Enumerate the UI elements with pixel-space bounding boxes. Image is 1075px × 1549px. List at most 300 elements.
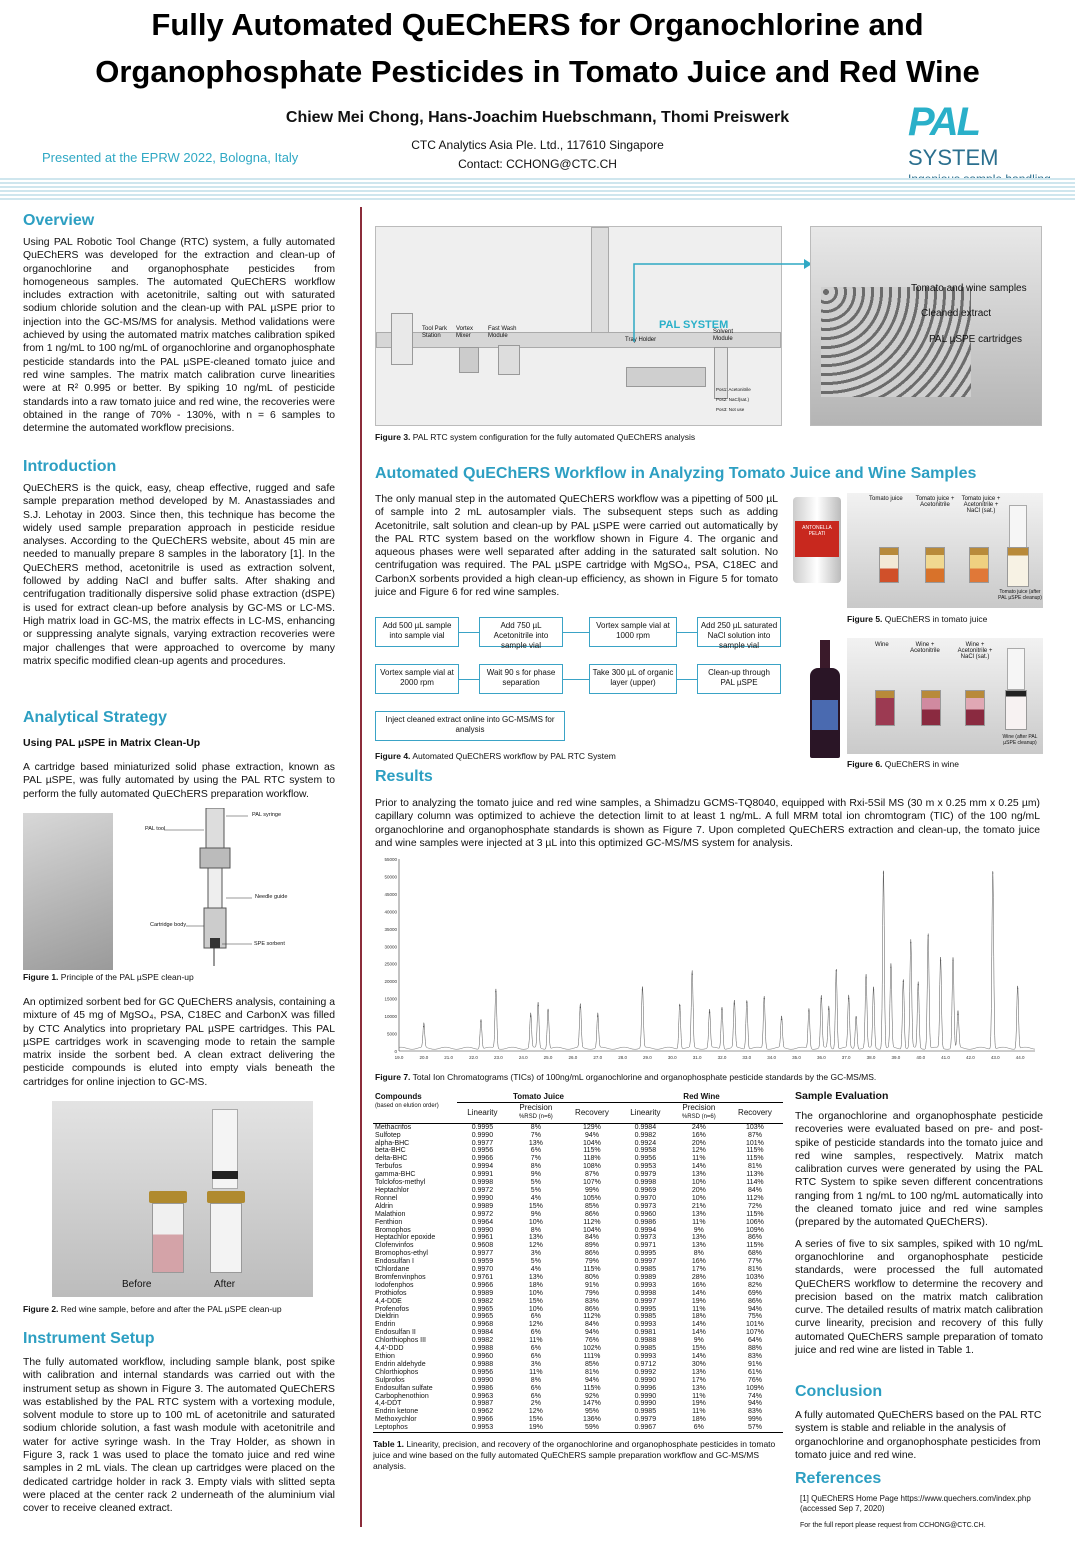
compound-name: Endrin aldehyde [375, 1360, 426, 1368]
y-tick-label: 45000 [384, 891, 397, 897]
table-cell: 2% [530, 1400, 541, 1408]
affiliation: CTC Analytics Asia Ple. Ltd., 117610 Singapore [411, 138, 664, 152]
fig6-label-3: Wine + Acetonitrile + NaCl (sat.) [957, 642, 993, 660]
table-cell: 0.9993 [634, 1281, 657, 1289]
table-cell: 79% [584, 1289, 599, 1297]
table-cell: 84% [747, 1186, 762, 1194]
fig4-caption: Figure 4. Automated QuEChERS workflow by PAL RTC System [375, 751, 616, 761]
fig1-label-syringe: PAL syringe [252, 812, 282, 818]
compound-name: Chlorthiophos III [375, 1337, 426, 1345]
table-header-lin-1: Linearity [467, 1107, 498, 1117]
table-cell: 13% [528, 1273, 543, 1281]
fig5-photo [847, 493, 1043, 608]
step-8: Clean-up through PAL µSPE [697, 664, 781, 694]
table-cell: 6% [530, 1329, 541, 1337]
table-cell: 0.9990 [634, 1400, 657, 1408]
table-cell: 15% [528, 1416, 543, 1424]
table-row [373, 1298, 783, 1306]
table-cell: 74% [747, 1392, 762, 1400]
table-cell: 8% [530, 1123, 541, 1131]
table-cell: 0.9962 [471, 1408, 494, 1416]
peak-marker [480, 1021, 481, 1022]
table-cell: 8% [693, 1250, 704, 1258]
table-cell: 115% [746, 1210, 764, 1218]
references-footer: For the full report please request from CCHONG@CTC.CH. [800, 1522, 986, 1529]
table-cell: 0.9991 [471, 1171, 494, 1179]
table-cell: 115% [583, 1147, 601, 1155]
table-cell: 7% [530, 1155, 541, 1163]
table-cell: 101% [746, 1139, 764, 1147]
table-cell: 0.9959 [471, 1258, 494, 1266]
fig6-vial-2 [921, 690, 941, 726]
fig3-vortex [459, 347, 479, 373]
bottle-neck [820, 640, 830, 670]
table-cell: 82% [747, 1281, 762, 1289]
table-row [373, 1337, 783, 1345]
fig1-label-tool: PAL tool [145, 826, 166, 832]
fig3-connector [612, 258, 812, 348]
peak-marker [1017, 988, 1018, 989]
table-cell: 72% [747, 1202, 762, 1210]
fig5-label-3: Tomato juice + Acetonitrile + NaCl (sat.) [961, 496, 1001, 514]
fig7-caption: Figure 7. Total Ion Chromatograms (TICs) of 100ng/mL organochlorine and organophosphate pesticide standards by the GC-MS/MS. [375, 1072, 877, 1082]
compound-name: Profenofos [375, 1305, 409, 1313]
compound-name: Bromfenvinphos [375, 1273, 426, 1281]
table-cell: 0.9956 [471, 1147, 494, 1155]
table-cell: 8% [530, 1163, 541, 1171]
table-cell: 0.9988 [634, 1337, 657, 1345]
table-cell: 0.9712 [634, 1360, 657, 1368]
x-tick-label: 27.0 [593, 1055, 603, 1060]
table-row [373, 1155, 783, 1163]
table-cell: 84% [584, 1234, 599, 1242]
table-cell: 77% [747, 1258, 762, 1266]
table-cell: 30% [691, 1360, 706, 1368]
table-row [373, 1353, 783, 1361]
table-cell: 107% [746, 1329, 764, 1337]
fig1-label-cartridge: Cartridge body [150, 922, 187, 928]
table-cell: 0.9964 [471, 1218, 494, 1226]
presented-note: Presented at the EPRW 2022, Bologna, Italy [42, 150, 299, 165]
fig3-label-samples: Tomato and wine samples [911, 283, 1027, 294]
table-header-wine: Red Wine [620, 1092, 783, 1102]
table-cell: 83% [747, 1353, 762, 1360]
bottle-label [812, 700, 838, 730]
table-row [373, 1408, 783, 1416]
table-cell: 92% [584, 1392, 599, 1400]
peak-marker [495, 991, 496, 992]
table-cell: 94% [747, 1305, 762, 1313]
table-cell: 81% [747, 1266, 762, 1274]
table-cell: 0.9924 [634, 1139, 657, 1147]
peak-marker [764, 998, 765, 999]
table-cell: 0.9982 [471, 1337, 494, 1345]
y-tick-label: 10000 [384, 1014, 397, 1020]
table-cell: 19% [528, 1424, 543, 1432]
table-cell: 11% [692, 1305, 706, 1313]
table-cell: 9% [530, 1171, 541, 1179]
table-cell: 89% [584, 1242, 599, 1250]
fig2-label-before: Before [122, 1279, 152, 1290]
compound-name: Methoxychlor [375, 1416, 417, 1424]
x-tick-label: 32.0 [717, 1055, 727, 1060]
fig5-caption: Figure 5. QuEChERS in tomato juice [847, 614, 988, 624]
table-cell: 0.9990 [471, 1194, 494, 1202]
arrow-3 [677, 632, 697, 633]
evaluation-heading: Sample Evaluation [795, 1090, 889, 1102]
table-cell: 118% [583, 1155, 601, 1163]
table-cell: 0.9998 [634, 1179, 657, 1187]
table-cell: 57% [747, 1424, 762, 1432]
table-row [373, 1274, 783, 1282]
table-row [373, 1345, 783, 1353]
table-cell: 106% [746, 1218, 764, 1226]
compound-name: Heptachlor epoxide [375, 1234, 436, 1242]
table-row [373, 1219, 783, 1227]
references-heading: References [795, 1470, 882, 1487]
table-cell: 9% [530, 1210, 541, 1218]
table-cell: 69% [747, 1289, 762, 1297]
table-row [373, 1377, 783, 1385]
table-cell: 8% [530, 1226, 541, 1234]
table-cell: 0.9985 [634, 1345, 657, 1353]
table-row [373, 1163, 783, 1171]
fig2-vial-after [210, 1203, 242, 1273]
table-cell: 0.9984 [634, 1123, 657, 1131]
table-cell: 11% [692, 1408, 706, 1416]
peak-marker [883, 872, 884, 873]
x-tick-label: 21.0 [444, 1055, 454, 1060]
fig6-label-1: Wine [875, 642, 889, 648]
table-row [373, 1132, 783, 1140]
fig6-vial-3 [965, 690, 985, 726]
table-cell: 8% [530, 1376, 541, 1384]
table-cell: 0.9993 [634, 1353, 657, 1360]
peak-marker [642, 989, 643, 990]
compound-name: Clofenvinfos [375, 1242, 414, 1250]
compound-name: Aldrin [375, 1202, 393, 1210]
table-cell: 3% [530, 1250, 541, 1258]
x-tick-label: 44.0 [1015, 1055, 1025, 1060]
table-cell: 0.9958 [634, 1147, 657, 1155]
table-row [373, 1290, 783, 1298]
reference-1: [1] QuEChERS Home Page https://www.quechers.com/index.php (accessed Sep 7, 2020) [800, 1494, 1031, 1513]
evaluation-section [795, 1090, 1043, 1357]
fig1-label-needle: Needle guide [255, 894, 288, 900]
table-header-prec-1: Precision %RSD (n=6) [518, 1102, 553, 1120]
table-cell: 0.9970 [471, 1266, 494, 1274]
fig5-vial-3 [969, 547, 989, 583]
table-cell: 113% [746, 1171, 764, 1179]
table-cell: 85% [584, 1202, 599, 1210]
table-row [373, 1393, 783, 1401]
table-cell: 0.9985 [634, 1408, 657, 1416]
tomato-can-photo [793, 497, 841, 583]
x-tick-label: 29.0 [643, 1055, 652, 1060]
arrow-2 [563, 632, 589, 633]
table-cell: 0.9997 [634, 1258, 657, 1266]
compound-name: Leptophos [375, 1424, 408, 1432]
table-cell: 12% [528, 1242, 543, 1250]
y-tick-label: 25000 [384, 961, 397, 967]
results-heading: Results [375, 768, 433, 785]
peak-marker [856, 1017, 857, 1018]
table-cell: 94% [584, 1376, 599, 1384]
table-row [373, 1369, 783, 1377]
table-row [373, 1211, 783, 1219]
table-cell: 0.9987 [471, 1400, 494, 1408]
table-row [373, 1282, 783, 1290]
compound-name: Ethion [375, 1353, 395, 1360]
table-cell: 5% [530, 1186, 541, 1194]
peak-marker [530, 1015, 531, 1016]
y-tick-label: 15000 [384, 996, 397, 1002]
table-cell: 18% [691, 1416, 706, 1424]
table-cell: 68% [747, 1250, 762, 1258]
table-cell: 0.9994 [471, 1163, 494, 1171]
table-row [373, 1140, 783, 1148]
fig2-caption: Figure 2. Red wine sample, before and after the PAL µSPE clean-up [23, 1304, 282, 1314]
table-cell: 0.9960 [471, 1353, 494, 1360]
compound-name: Endrin ketone [375, 1408, 419, 1416]
table-cell: 11% [529, 1337, 543, 1345]
table-cell: 0.9961 [471, 1234, 494, 1242]
table-header-rec-2: Recovery [738, 1107, 772, 1117]
table-cell: 15% [528, 1297, 543, 1305]
table-cell: 86% [584, 1305, 599, 1313]
step-5: Vortex sample vial at 2000 rpm [375, 664, 459, 694]
table-cell: 11% [692, 1218, 706, 1226]
compound-name: Sulfotep [375, 1131, 401, 1139]
table-cell: 103% [746, 1123, 764, 1131]
table-cell: 20% [691, 1186, 706, 1194]
table-cell: 0.9988 [471, 1360, 494, 1368]
table-cell: 109% [746, 1226, 764, 1234]
table-row [373, 1306, 783, 1314]
table-cell: 108% [583, 1163, 601, 1171]
table-cell: 16% [691, 1131, 706, 1139]
table-cell: 104% [583, 1226, 601, 1234]
table-cell: 19% [691, 1400, 706, 1408]
fig7-chromatogram [375, 855, 1040, 1067]
x-tick-label: 39.0 [891, 1055, 901, 1060]
fig6-photo [847, 638, 1043, 754]
table-row [373, 1234, 783, 1242]
compound-name: Ronnel [375, 1194, 398, 1202]
table-cell: 14% [691, 1353, 706, 1360]
fig3-label-solvent: Solvent Module [713, 329, 734, 342]
table-cell: 0.9984 [471, 1329, 494, 1337]
table-cell: 83% [584, 1297, 599, 1305]
compound-name: Methacrifos [375, 1123, 412, 1131]
table-cell: 79% [584, 1258, 599, 1266]
peak-marker [836, 970, 837, 971]
table-cell: 0.9986 [471, 1384, 494, 1392]
table-cell: 13% [691, 1384, 706, 1392]
fig2-vial-before [152, 1203, 184, 1273]
table-cell: 5% [530, 1258, 541, 1266]
fig5-vial-1 [879, 547, 899, 583]
table-cell: 0.9989 [471, 1202, 494, 1210]
table-cell: 0.9981 [634, 1329, 657, 1337]
table-cell: 0.9977 [471, 1139, 494, 1147]
results-text: Prior to analyzing the tomato juice and red wine samples, a Shimadzu GCMS-TQ8040, equipped with Rxi-5Sil MS (30 m x 0.25 mm x 0.25 µm) capillary column was optimized to achieve the detection limit to at least 1 ng/mL. A full MRM total ion chromtogram (TIC) of the 100 ng/mL organochlorine and organophosphate standards is shown as Figure 7. Upon completed QuEChERS extraction and clean-up, the tomato juice and wine samples were injected at 3 µL into this optimized GC-MS/MS system for analysis. [375, 798, 1040, 849]
x-tick-label: 37.0 [841, 1055, 851, 1060]
fig3-label-cartridges: PAL µSPE cartridges [929, 334, 1023, 345]
fig6-vial-1 [875, 690, 895, 726]
logo-system: SYSTEM [908, 145, 999, 170]
peak-marker [423, 1026, 424, 1027]
table-cell: 91% [747, 1360, 762, 1368]
table-row [373, 1361, 783, 1369]
table-cell: 0.9990 [634, 1376, 657, 1384]
table-cell: 0.9992 [634, 1368, 657, 1376]
compound-name: 4,4-DDT [375, 1400, 402, 1408]
fig3-label-tray: Tray Holder [625, 337, 657, 343]
peak-marker [910, 942, 911, 943]
x-tick-label: 30.0 [667, 1055, 677, 1060]
fig5-label-4: Tomato juice (after PAL µSPE cleanup) [998, 589, 1042, 601]
table-cell: 0.9960 [634, 1210, 657, 1218]
analytical-text-1: A cartridge based miniaturized solid phase extraction, known as PAL µSPE, was fully automated by using the PAL RTC system to perform the fully automated QuEChERS preparation workflow. [23, 762, 335, 800]
y-tick-label: 35000 [384, 926, 397, 932]
y-tick-label: 20000 [384, 979, 397, 985]
pal-system-logo [908, 100, 1058, 170]
table-cell: 0.9953 [471, 1424, 494, 1432]
table-cell: 24% [691, 1123, 706, 1131]
peak-marker [734, 1003, 735, 1004]
analytical-subheading: Using PAL µSPE in Matrix Clean-Up [23, 737, 201, 749]
table-cell: 0.9985 [634, 1313, 657, 1321]
x-tick-label: 23.0 [493, 1055, 503, 1060]
analytical-section [23, 709, 335, 801]
compound-name: Prothiofos [375, 1289, 407, 1297]
fig5-label-1: Tomato juice [869, 496, 903, 502]
table-cell: 0.9966 [471, 1416, 494, 1424]
workflow-heading: Automated QuEChERS Workflow in Analyzing Tomato Juice and Wine Samples [375, 465, 977, 482]
table-cell: 14% [691, 1329, 706, 1337]
fig3-label-cleaned: Cleaned extract [921, 308, 992, 319]
fig6-label-2: Wine + Acetonitrile [910, 642, 940, 654]
table-cell: 86% [747, 1297, 762, 1305]
evaluation-text-1: The organochlorine and organophosphate pesticide recoveries were evaluated based on pre- and post-spike of pesticide standards into the tomato juice and red wine samples, respectively. Matrix match calibration curves were generated by using the PAL RTC System to spike seven different concentrations ranging from 1 ng/mL to 100 ng/mL automatically into the cleaned tomato juice and red wine samples (prepared by the automated QuEChERS). [795, 1111, 1043, 1229]
table-row [373, 1203, 783, 1211]
table-cell: 81% [747, 1163, 762, 1171]
peak-marker [928, 935, 929, 936]
table-cell: 0.9956 [471, 1368, 494, 1376]
peak-marker [992, 872, 993, 873]
fig5-cartridge [1009, 505, 1027, 553]
x-tick-label: 36.0 [816, 1055, 826, 1060]
table-cell: 14% [691, 1289, 706, 1297]
y-tick-label: 30000 [384, 944, 397, 950]
table-cell: 115% [746, 1155, 764, 1163]
fig2-photo [52, 1101, 313, 1297]
table-header-compounds-sub: (based on elution order) [375, 1102, 439, 1109]
table-cell: 0.9972 [471, 1210, 494, 1218]
y-tick-label: 55000 [384, 857, 397, 862]
table-cell: 10% [691, 1194, 706, 1202]
table-cell: 112% [583, 1313, 601, 1321]
step-3: Vortex sample vial at 1000 rpm [589, 617, 677, 647]
analytical-heading: Analytical Strategy [23, 709, 168, 726]
title-line-2: Organophosphate Pesticides in Tomato Juice and Red Wine [95, 54, 980, 89]
table-cell: 83% [747, 1408, 762, 1416]
table-row [373, 1179, 783, 1187]
table-cell: 99% [747, 1416, 762, 1424]
table-cell: 0.9965 [471, 1313, 494, 1321]
table-cell: 0.9985 [634, 1266, 657, 1274]
x-tick-label: 42.0 [966, 1055, 975, 1060]
step-1: Add 500 µL sample into sample vial [375, 617, 459, 647]
arrow-1 [459, 632, 479, 633]
y-tick-label: 0 [394, 1049, 397, 1054]
compound-name: Malathion [375, 1210, 406, 1218]
table-cell: 115% [746, 1242, 764, 1250]
x-tick-label: 28.0 [618, 1055, 627, 1060]
peak-marker [547, 1010, 548, 1011]
table-cell: 0.9969 [634, 1186, 657, 1194]
compound-name: Endosulfan II [375, 1329, 416, 1337]
x-tick-label: 33.0 [742, 1055, 752, 1060]
table-cell: 6% [530, 1353, 541, 1360]
x-tick-label: 19.0 [394, 1055, 404, 1060]
table-cell: 3% [530, 1360, 541, 1368]
table-cell: 0.9973 [634, 1234, 657, 1242]
table-cell: 0.9966 [471, 1281, 494, 1289]
table-cell: 76% [584, 1337, 599, 1345]
table-cell: 0.9956 [634, 1155, 657, 1163]
table-cell: 5% [530, 1179, 541, 1187]
wine-bottle-photo [808, 640, 842, 758]
table-cell: 13% [528, 1139, 543, 1147]
table-cell: 104% [583, 1139, 601, 1147]
table-row [373, 1329, 783, 1337]
table-cell: 0.9953 [634, 1163, 657, 1171]
table-row [373, 1195, 783, 1203]
table-cell: 9% [693, 1226, 704, 1234]
table-cell: 10% [691, 1179, 706, 1187]
table-cell: 12% [528, 1321, 543, 1329]
table-cell: 0.9995 [634, 1305, 657, 1313]
x-tick-label: 24.0 [518, 1055, 528, 1060]
table-cell: 88% [747, 1345, 762, 1353]
table-cell: 0.9989 [471, 1289, 494, 1297]
fig3-tray [626, 367, 706, 387]
table-row [373, 1266, 783, 1274]
table-cell: 112% [746, 1194, 764, 1202]
peak-marker [865, 977, 866, 978]
fig3-fast-wash [498, 345, 520, 375]
table-cell: 114% [746, 1179, 764, 1187]
table-cell: 0.9973 [634, 1202, 657, 1210]
table-cell: 0.9761 [471, 1273, 494, 1281]
table-cell: 129% [583, 1123, 601, 1131]
peak-marker [890, 967, 891, 968]
table-header-compounds: Compounds [375, 1092, 422, 1101]
fig3-label-fast-wash: Fast Wash Module [488, 326, 517, 339]
compound-name: Bromophos [375, 1226, 411, 1234]
table-cell: 21% [691, 1202, 706, 1210]
peak-marker [903, 981, 904, 982]
compound-name: gamma-BHC [375, 1171, 416, 1179]
table-cell: 0.9608 [471, 1242, 494, 1250]
table-cell: 15% [528, 1202, 543, 1210]
overview-heading: Overview [23, 212, 95, 229]
peak-marker [918, 984, 919, 985]
table-cell: 0.9967 [634, 1424, 657, 1432]
step-2: Add 750 µL Acetonitrile into sample vial [479, 617, 563, 647]
